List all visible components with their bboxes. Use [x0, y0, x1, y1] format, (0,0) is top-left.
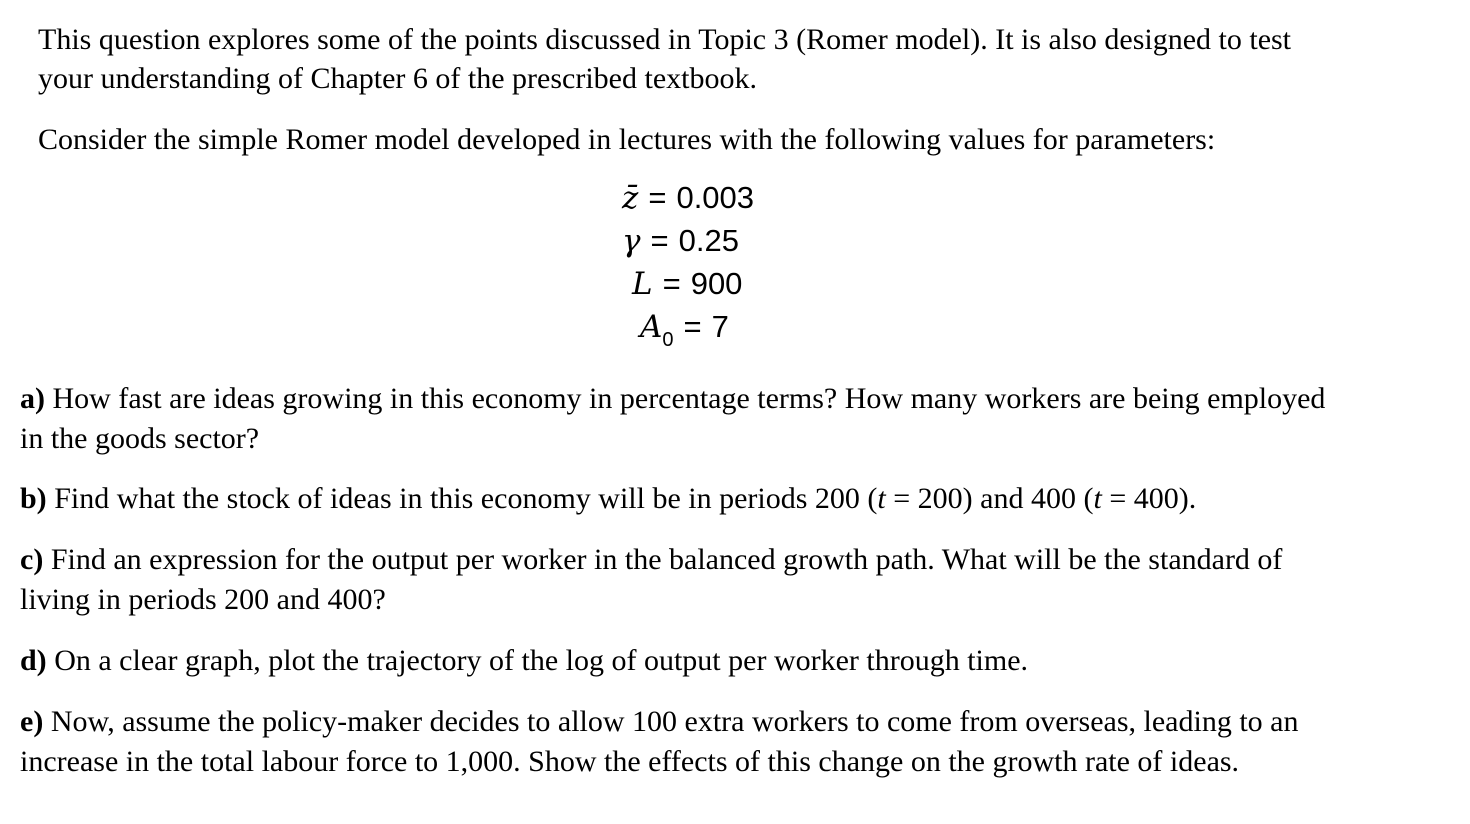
question-b-mid1: = 200) and 400 (	[885, 482, 1094, 515]
intro-paragraph	[38, 20, 1438, 98]
question-c-line-2: living in periods 200 and 400?	[20, 583, 386, 616]
question-b-mid2: = 400).	[1101, 482, 1197, 515]
param-a0-symbol: A	[640, 309, 663, 345]
param-a0-relation: =	[683, 309, 702, 344]
question-b-text-pre: Find what the stock of ideas in this economy will be in periods 200 (	[46, 482, 878, 515]
question-d	[20, 641, 1440, 681]
question-b-t1: t	[877, 482, 886, 515]
param-zbar-symbol: z̄	[622, 180, 639, 216]
param-zbar	[622, 178, 754, 218]
consider-paragraph: Consider the simple Romer model developed in lectures with the following values for parameters:	[38, 123, 1216, 156]
param-a0-value: 7	[711, 309, 729, 344]
param-zbar-relation: =	[648, 180, 667, 215]
param-l-relation: =	[662, 266, 681, 301]
question-d-text: On a clear graph, plot the trajectory of the log of output per worker through time.	[46, 644, 1029, 677]
question-e	[20, 702, 1440, 782]
question-a	[20, 379, 1440, 459]
param-l-value: 900	[690, 266, 743, 301]
question-e-line-2: increase in the total labour force to 1,000. Show the effects of this change on the growth rate of ideas.	[20, 745, 1240, 778]
intro-line-1: This question explores some of the points discussed in Topic 3 (Romer model). It is also designed to test	[38, 23, 1292, 56]
param-gamma	[622, 221, 739, 261]
param-gamma-value: 0.25	[678, 223, 739, 258]
param-a0-subscript: 0	[662, 329, 674, 351]
question-c-label: c)	[20, 543, 44, 576]
param-gamma-symbol: γ	[622, 223, 641, 259]
intro-line-2: your understanding of Chapter 6 of the prescribed textbook.	[38, 62, 757, 95]
param-l	[632, 264, 742, 304]
question-b-t2: t	[1093, 482, 1102, 515]
question-d-label: d)	[20, 644, 47, 677]
question-b-label: b)	[20, 482, 47, 515]
question-a-line-2: in the goods sector?	[20, 422, 260, 455]
question-a-label: a)	[20, 382, 45, 415]
question-e-line-1: Now, assume the policy-maker decides to allow 100 extra workers to come from overseas, leading to an	[43, 705, 1299, 738]
param-gamma-relation: =	[650, 223, 669, 258]
question-c	[20, 540, 1440, 620]
question-b	[20, 479, 1440, 519]
param-a0	[640, 307, 729, 351]
question-c-line-1: Find an expression for the output per worker in the balanced growth path. What will be the standard of	[43, 543, 1283, 576]
param-l-symbol: L	[632, 266, 653, 302]
question-e-label: e)	[20, 705, 44, 738]
param-zbar-value: 0.003	[676, 180, 755, 215]
question-a-line-1: How fast are ideas growing in this economy in percentage terms? How many workers are being employed	[45, 382, 1326, 415]
